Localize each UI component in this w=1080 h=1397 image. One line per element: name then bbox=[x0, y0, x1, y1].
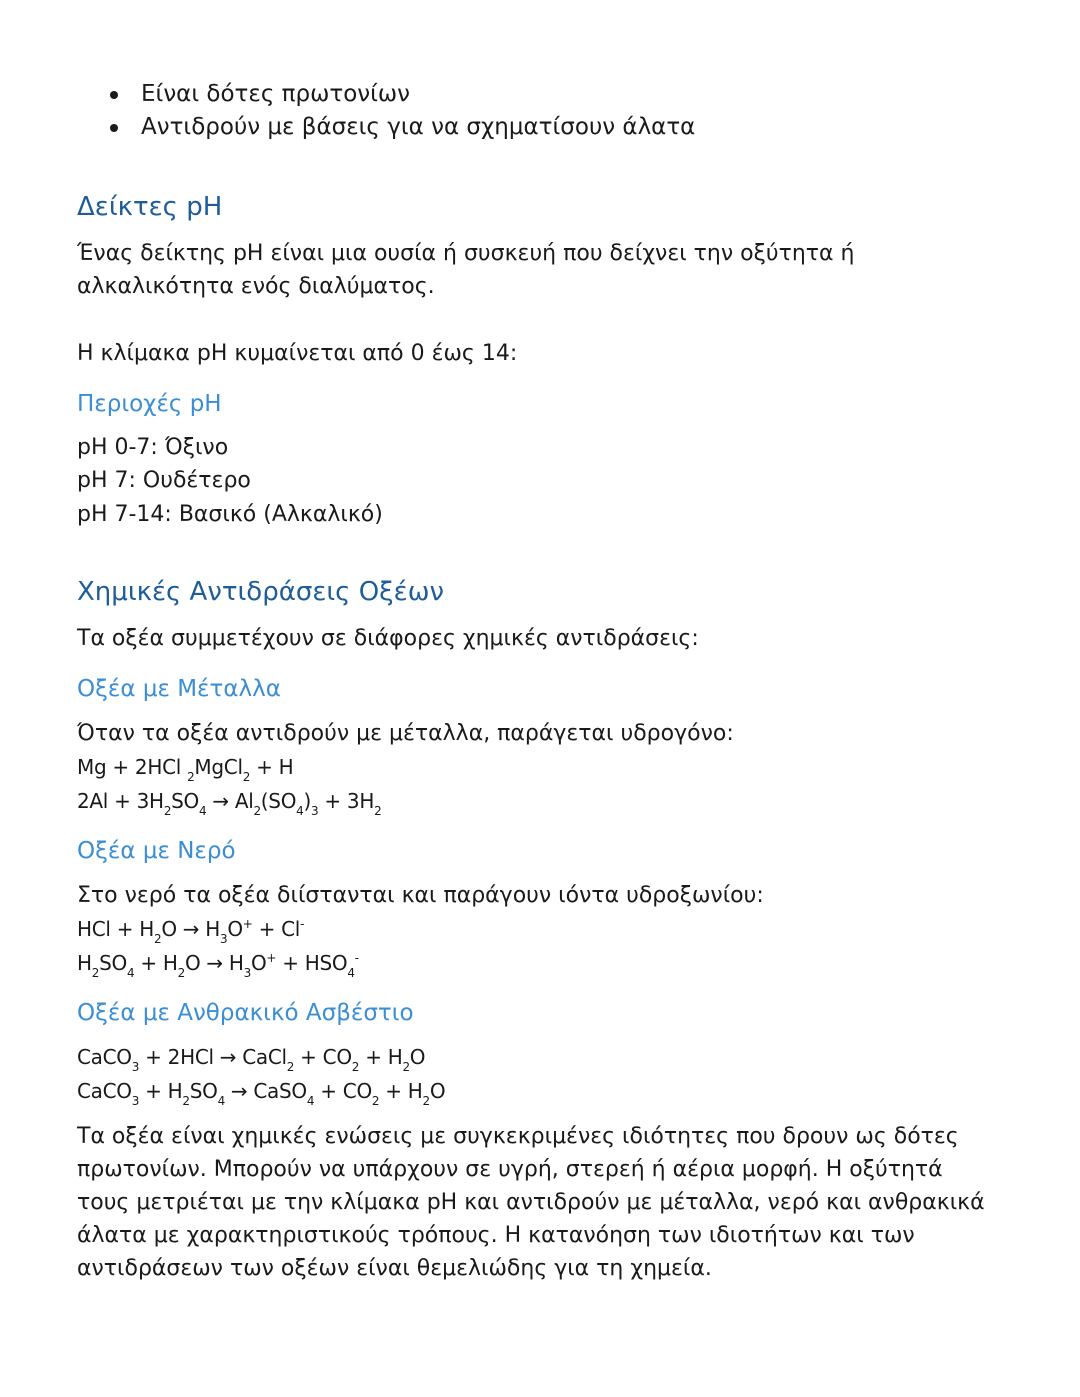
list-item: Είναι δότες πρωτονίων bbox=[110, 78, 695, 111]
ph-ranges-heading: Περιοχές pH bbox=[77, 391, 222, 417]
summary-line-3: τους μετριέται με την κλίμακα pH και αντιδρούν με μέταλλα, νερό και ανθρακικά bbox=[77, 1190, 985, 1215]
acids-water-text: Στο νερό τα οξέα διίστανται και παράγουν ιόντα υδροξωνίου: bbox=[77, 883, 764, 908]
acids-water-heading: Οξέα με Νερό bbox=[77, 838, 236, 864]
equation-caco3-h2so4: CaCO$_3$ + $H_2SO_4$ → CaSO$_4$ + $CO_2 + H_2O$ bbox=[77, 1079, 446, 1108]
arrow-icon: → bbox=[230, 1079, 248, 1103]
ph-range-basic: pH 7-14: Βασικό (Αλκαλικό) bbox=[77, 502, 383, 527]
indicators-text-line-1: Ένας δείκτης pH είναι μια ουσία ή συσκευή που δείχνει την οξύτητα ή bbox=[77, 241, 855, 266]
equation-mg-hcl: Mg + 2HCl $_2$MgCl$_2$ + H bbox=[77, 755, 294, 784]
acids-metals-heading: Οξέα με Μέταλλα bbox=[77, 676, 281, 702]
equation-hcl-water: HCl + $H_2O \to H_3O^+ + Cl^-$ bbox=[77, 917, 305, 946]
summary-line-2: πρωτονίων. Μπορούν να υπάρχουν σε υγρή, στερεή ή αέρια μορφή. Η οξύτητά bbox=[77, 1157, 943, 1182]
list-item: Αντιδρούν με βάσεις για να σχηματίσουν άλατα bbox=[110, 111, 695, 144]
reactions-heading: Χημικές Αντιδράσεις Οξέων bbox=[77, 577, 445, 607]
indicators-text-line-2: αλκαλικότητα ενός διαλύματος. bbox=[77, 274, 435, 299]
acids-metals-text: Όταν τα οξέα αντιδρούν με μέταλλα, παράγεται υδρογόνο: bbox=[77, 721, 734, 746]
arrow-icon: → bbox=[182, 917, 200, 941]
equation-al-h2so4: $2Al + 3H_2SO_4 \to Al_2(SO_4)_3 + 3H_2$ bbox=[77, 789, 382, 818]
ph-scale-text: Η κλίμακα pH κυμαίνεται από 0 έως 14: bbox=[77, 341, 518, 366]
indicators-heading: Δείκτες pH bbox=[77, 192, 223, 222]
reactions-intro: Τα οξέα συμμετέχουν σε διάφορες χημικές αντιδράσεις: bbox=[77, 626, 699, 651]
equation-h2so4-water: $H_2SO_4 + H_2O \to H_3O^+ + HSO_4^-$ bbox=[77, 951, 359, 980]
ph-range-acidic: pH 0-7: Όξινο bbox=[77, 435, 229, 460]
summary-line-5: αντιδράσεων των οξέων είναι θεμελιώδης για τη χημεία. bbox=[77, 1256, 712, 1281]
arrow-icon: → bbox=[206, 951, 223, 975]
summary-line-1: Τα οξέα είναι χημικές ενώσεις με συγκεκριμένες ιδιότητες που δρουν ως δότες bbox=[77, 1124, 959, 1149]
acids-carbonate-heading: Οξέα με Ανθρακικό Ασβέστιο bbox=[77, 1000, 414, 1026]
summary-line-4: άλατα με χαρακτηριστικούς τρόπους. Η κατανόηση των ιδιοτήτων και των bbox=[77, 1223, 915, 1248]
equation-caco3-hcl: CaCO$_3$ + 2HCl → CaCl$_2$ + $CO_2 + H_2O$ bbox=[77, 1045, 426, 1074]
arrow-icon: → bbox=[212, 789, 229, 813]
ph-range-neutral: pH 7: Ουδέτερο bbox=[77, 468, 251, 493]
arrow-icon: → bbox=[219, 1045, 237, 1069]
acid-properties-list bbox=[110, 78, 695, 144]
